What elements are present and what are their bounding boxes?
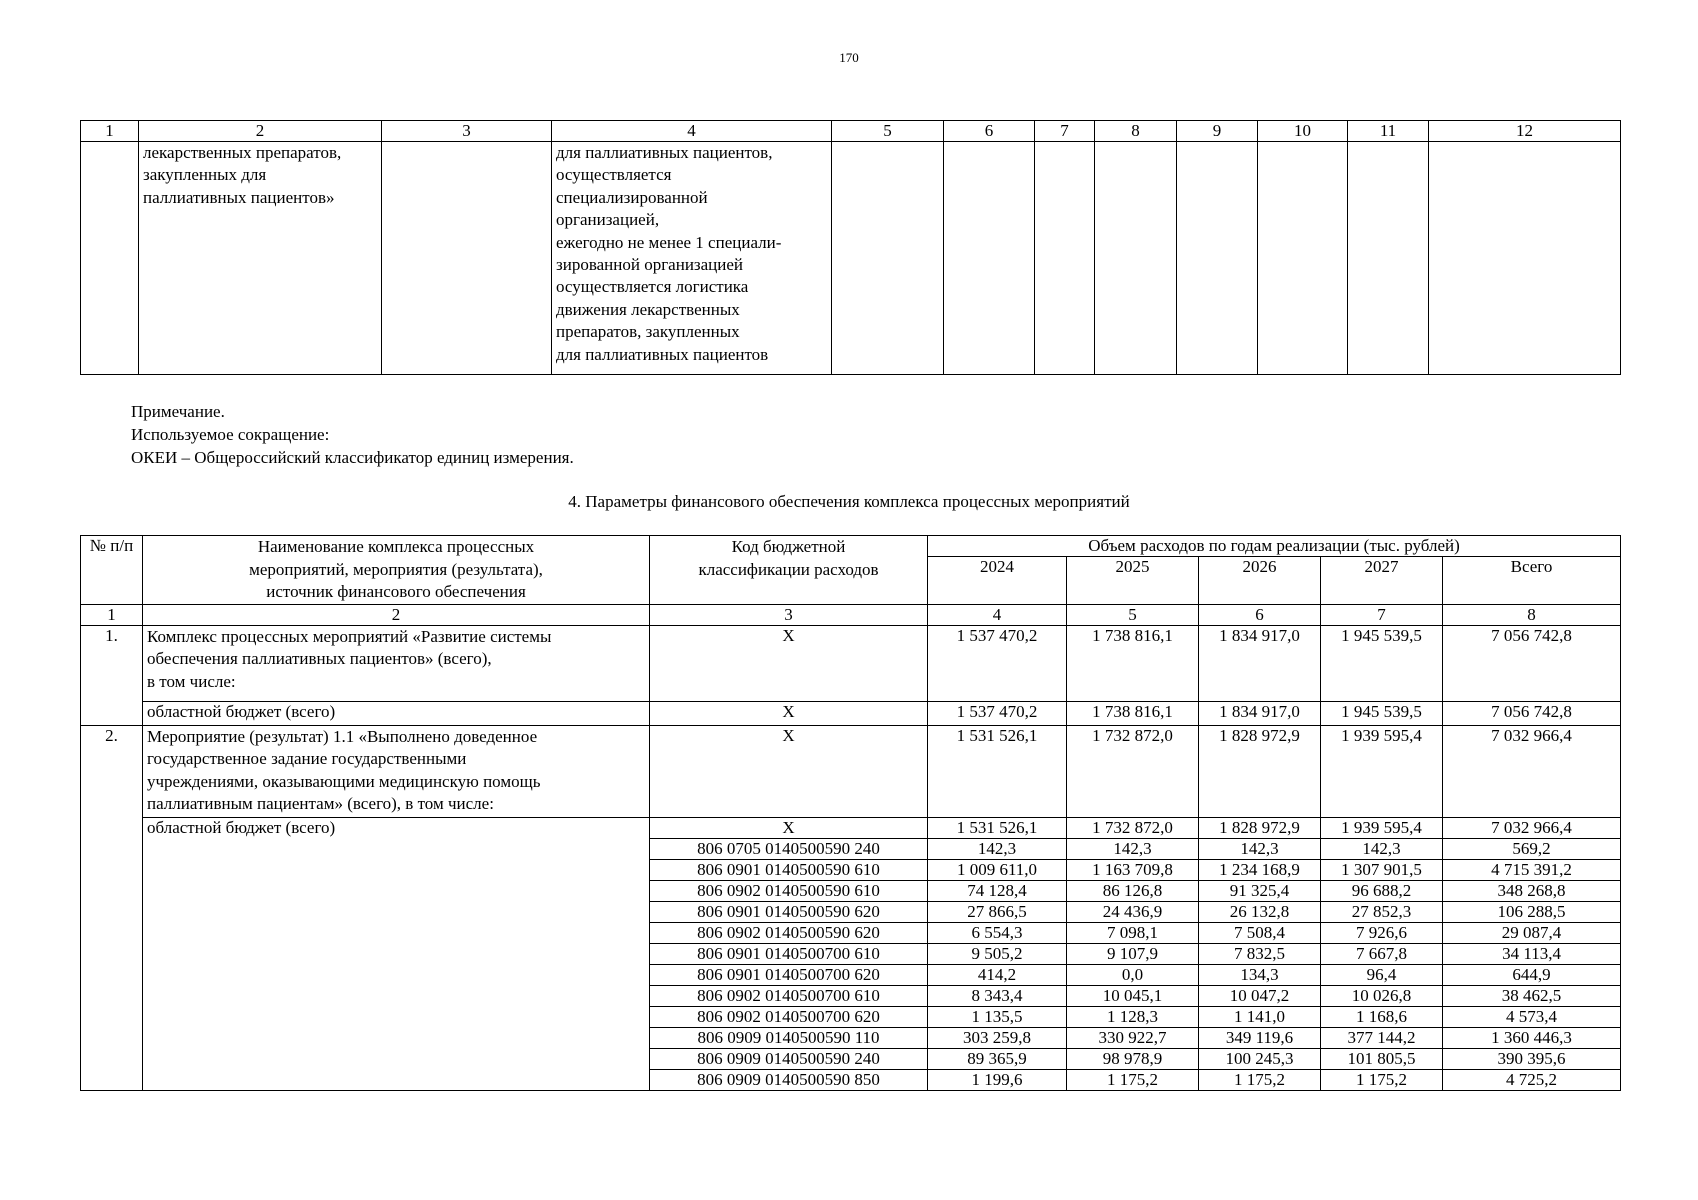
value-total: 569,2 [1443, 838, 1621, 859]
budget-code: 806 0902 0140500590 620 [650, 922, 928, 943]
value-2025: 86 126,8 [1067, 880, 1199, 901]
value-2025: 1 738 816,1 [1067, 625, 1199, 701]
result-characteristic-cell: для паллиативных пациентов, осуществляется специализированной организацией, ежегодно не менее 1 специали- зированной организацией осуществляется логистика движения лекарственных препаратов, закупленных для паллиативных пациентов [552, 142, 832, 375]
table-cell [1177, 142, 1258, 375]
budget-code: 806 0901 0140500590 610 [650, 859, 928, 880]
value-2025: 7 098,1 [1067, 922, 1199, 943]
budget-code: 806 0901 0140500700 620 [650, 964, 928, 985]
value-2024: 89 365,9 [928, 1048, 1067, 1069]
budget-code: 806 0705 0140500590 240 [650, 838, 928, 859]
complex-name: Комплекс процессных мероприятий «Развитие системы обеспечения паллиативных пациентов» (всего), в том числе: [143, 625, 650, 701]
value-2024: 6 554,3 [928, 922, 1067, 943]
value-2027: 96 688,2 [1321, 880, 1443, 901]
budget-code: Х [650, 701, 928, 725]
budget-code: Х [650, 817, 928, 838]
value-total: 4 725,2 [1443, 1069, 1621, 1090]
table-cell [1429, 142, 1621, 375]
column-number: 8 [1095, 121, 1177, 142]
value-2027: 1 945 539,5 [1321, 701, 1443, 725]
header-code: Код бюджетной классификации расходов [650, 536, 928, 605]
value-2026: 1 175,2 [1199, 1069, 1321, 1090]
value-total: 4 573,4 [1443, 1006, 1621, 1027]
column-number: 11 [1348, 121, 1429, 142]
activity-row [81, 725, 1621, 817]
budget-code: 806 0909 0140500590 850 [650, 1069, 928, 1090]
budget-code: 806 0902 0140500700 620 [650, 1006, 928, 1027]
budget-code: 806 0901 0140500700 610 [650, 943, 928, 964]
header-volume: Объем расходов по годам реализации (тыс. рублей) [928, 536, 1621, 557]
column-number: 6 [1199, 604, 1321, 625]
value-2026: 1 828 972,9 [1199, 725, 1321, 817]
value-2024: 1 537 470,2 [928, 701, 1067, 725]
column-number-row [81, 604, 1621, 625]
value-2027: 1 945 539,5 [1321, 625, 1443, 701]
value-2024: 1 009 611,0 [928, 859, 1067, 880]
value-2027: 10 026,8 [1321, 985, 1443, 1006]
table-cell [382, 142, 552, 375]
note-okei-definition: ОКЕИ – Общероссийский классификатор единиц измерения. [131, 448, 574, 467]
value-2026: 100 245,3 [1199, 1048, 1321, 1069]
value-2027: 7 926,6 [1321, 922, 1443, 943]
value-2024: 74 128,4 [928, 880, 1067, 901]
column-number: 3 [650, 604, 928, 625]
value-2025: 1 128,3 [1067, 1006, 1199, 1027]
value-total: 7 056 742,8 [1443, 701, 1621, 725]
value-2027: 101 805,5 [1321, 1048, 1443, 1069]
source-name: областной бюджет (всего) [143, 701, 650, 725]
note-abbreviation-label: Используемое сокращение: [131, 425, 330, 444]
header-year-2027: 2027 [1321, 557, 1443, 604]
value-total: 106 288,5 [1443, 901, 1621, 922]
value-2026: 7 832,5 [1199, 943, 1321, 964]
column-number: 5 [832, 121, 944, 142]
result-name-cell: лекарственных препаратов, закупленных для паллиативных пациентов» [139, 142, 382, 375]
header-total: Всего [1443, 557, 1621, 604]
table-cell [1258, 142, 1348, 375]
value-total: 7 032 966,4 [1443, 817, 1621, 838]
value-2024: 1 135,5 [928, 1006, 1067, 1027]
value-2025: 142,3 [1067, 838, 1199, 859]
value-2026: 134,3 [1199, 964, 1321, 985]
value-2027: 1 307 901,5 [1321, 859, 1443, 880]
complex-row [81, 625, 1621, 701]
budget-row [81, 701, 1621, 725]
column-number: 2 [143, 604, 650, 625]
source-name: областной бюджет (всего) [143, 817, 650, 1090]
table-cell [944, 142, 1035, 375]
value-2025: 24 436,9 [1067, 901, 1199, 922]
column-number: 6 [944, 121, 1035, 142]
value-2025: 330 922,7 [1067, 1027, 1199, 1048]
section-title: 4. Параметры финансового обеспечения комплекса процессных мероприятий [568, 492, 1130, 511]
budget-code: 806 0901 0140500590 620 [650, 901, 928, 922]
value-2024: 142,3 [928, 838, 1067, 859]
row-number: 2. [81, 725, 143, 1090]
column-number: 10 [1258, 121, 1348, 142]
value-2027: 1 939 595,4 [1321, 817, 1443, 838]
value-2025: 1 732 872,0 [1067, 725, 1199, 817]
value-2024: 414,2 [928, 964, 1067, 985]
value-2024: 9 505,2 [928, 943, 1067, 964]
budget-code: 806 0909 0140500590 110 [650, 1027, 928, 1048]
value-2026: 91 325,4 [1199, 880, 1321, 901]
value-total: 1 360 446,3 [1443, 1027, 1621, 1048]
value-2027: 96,4 [1321, 964, 1443, 985]
value-2025: 1 732 872,0 [1067, 817, 1199, 838]
page-number: 170 [839, 50, 859, 65]
value-2025: 9 107,9 [1067, 943, 1199, 964]
value-2026: 1 834 917,0 [1199, 701, 1321, 725]
value-total: 34 113,4 [1443, 943, 1621, 964]
value-total: 7 032 966,4 [1443, 725, 1621, 817]
value-2024: 303 259,8 [928, 1027, 1067, 1048]
column-number: 4 [552, 121, 832, 142]
header-name: Наименование комплекса процессных мероприятий, мероприятия (результата), источник финансового обеспечения [143, 536, 650, 605]
column-number: 4 [928, 604, 1067, 625]
value-2026: 26 132,8 [1199, 901, 1321, 922]
header-year-2025: 2025 [1067, 557, 1199, 604]
value-2025: 1 163 709,8 [1067, 859, 1199, 880]
value-2025: 1 738 816,1 [1067, 701, 1199, 725]
header-year-2026: 2026 [1199, 557, 1321, 604]
column-number: 5 [1067, 604, 1199, 625]
table-cell [832, 142, 944, 375]
value-total: 4 715 391,2 [1443, 859, 1621, 880]
value-2026: 10 047,2 [1199, 985, 1321, 1006]
column-number: 7 [1035, 121, 1095, 142]
value-total: 348 268,8 [1443, 880, 1621, 901]
value-2024: 8 343,4 [928, 985, 1067, 1006]
activities-table-continuation [80, 120, 1621, 375]
value-2026: 142,3 [1199, 838, 1321, 859]
value-total: 7 056 742,8 [1443, 625, 1621, 701]
value-2027: 1 168,6 [1321, 1006, 1443, 1027]
value-2026: 1 834 917,0 [1199, 625, 1321, 701]
table-row [81, 142, 1621, 375]
header-number: № п/п [81, 536, 143, 605]
budget-code: Х [650, 625, 928, 701]
note-heading: Примечание. [131, 402, 225, 421]
column-number: 12 [1429, 121, 1621, 142]
column-number: 9 [1177, 121, 1258, 142]
column-number: 8 [1443, 604, 1621, 625]
value-2025: 10 045,1 [1067, 985, 1199, 1006]
column-number-row [81, 121, 1621, 142]
value-2027: 377 144,2 [1321, 1027, 1443, 1048]
value-2025: 98 978,9 [1067, 1048, 1199, 1069]
budget-row [81, 817, 1621, 838]
header-row [81, 536, 1621, 557]
value-total: 390 395,6 [1443, 1048, 1621, 1069]
financing-table [80, 535, 1621, 1091]
value-2027: 1 175,2 [1321, 1069, 1443, 1090]
value-2025: 1 175,2 [1067, 1069, 1199, 1090]
table-cell [1095, 142, 1177, 375]
column-number: 1 [81, 604, 143, 625]
value-2024: 27 866,5 [928, 901, 1067, 922]
value-2026: 1 828 972,9 [1199, 817, 1321, 838]
column-number: 2 [139, 121, 382, 142]
column-number: 7 [1321, 604, 1443, 625]
budget-code: 806 0902 0140500700 610 [650, 985, 928, 1006]
value-2026: 1 234 168,9 [1199, 859, 1321, 880]
activity-name: Мероприятие (результат) 1.1 «Выполнено доведенное государственное задание государственными учреждениями, оказывающими медицинскую помощь паллиативным пациентам» (всего), в том числе: [143, 725, 650, 817]
table-cell [1035, 142, 1095, 375]
value-2027: 27 852,3 [1321, 901, 1443, 922]
value-2026: 349 119,6 [1199, 1027, 1321, 1048]
value-2026: 1 141,0 [1199, 1006, 1321, 1027]
value-2027: 142,3 [1321, 838, 1443, 859]
value-2024: 1 537 470,2 [928, 625, 1067, 701]
value-2025: 0,0 [1067, 964, 1199, 985]
value-2024: 1 199,6 [928, 1069, 1067, 1090]
row-number: 1. [81, 625, 143, 725]
value-2027: 7 667,8 [1321, 943, 1443, 964]
value-2024: 1 531 526,1 [928, 817, 1067, 838]
value-2026: 7 508,4 [1199, 922, 1321, 943]
budget-code: 806 0909 0140500590 240 [650, 1048, 928, 1069]
budget-code: 806 0902 0140500590 610 [650, 880, 928, 901]
column-number: 3 [382, 121, 552, 142]
value-total: 29 087,4 [1443, 922, 1621, 943]
table-cell [1348, 142, 1429, 375]
value-total: 38 462,5 [1443, 985, 1621, 1006]
value-2024: 1 531 526,1 [928, 725, 1067, 817]
budget-code: Х [650, 725, 928, 817]
table-cell [81, 142, 139, 375]
header-year-2024: 2024 [928, 557, 1067, 604]
value-total: 644,9 [1443, 964, 1621, 985]
column-number: 1 [81, 121, 139, 142]
value-2027: 1 939 595,4 [1321, 725, 1443, 817]
